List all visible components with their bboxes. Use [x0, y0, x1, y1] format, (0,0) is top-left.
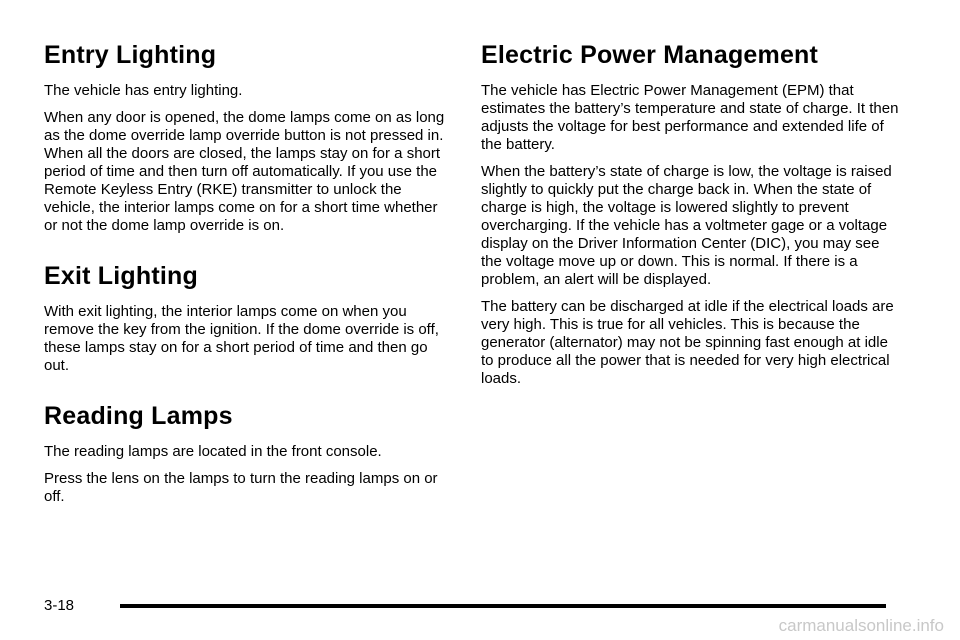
entry-lighting-paragraph-1: The vehicle has entry lighting. — [44, 82, 243, 99]
epm-paragraph-3: The battery can be discharged at idle if the electrical loads are very high. This is true for all vehicles. This is because the generator (alternator) may not be spinning fast enough at idle to produce all the power that is needed for very high electrical loads. — [481, 298, 894, 387]
reading-lamps-heading: Reading Lamps — [44, 402, 233, 430]
exit-lighting-heading: Exit Lighting — [44, 262, 198, 290]
electric-power-management-heading: Electric Power Management — [481, 41, 819, 69]
reading-lamps-paragraph-2: Press the lens on the lamps to turn the reading lamps on or off. — [44, 470, 438, 505]
right-column — [481, 40, 901, 414]
left-column — [44, 40, 454, 532]
epm-paragraph-1: The vehicle has Electric Power Management (EPM) that estimates the battery’s temperature and state of charge. It then adjusts the voltage for best performance and extended life of the battery. — [481, 82, 899, 153]
exit-lighting-section — [44, 261, 454, 375]
page-footer — [44, 596, 886, 616]
entry-lighting-paragraph-2: When any door is opened, the dome lamps come on as long as the dome override lamp override button is not pressed in. When all the doors are closed, the lamps stay on for a short period of time and then turn off automatically. If you use the Remote Keyless Entry (RKE) transmitter to unlock the vehicle, the interior lamps come on for a short time whether or not the dome lamp override is on. — [44, 109, 445, 234]
exit-lighting-paragraph-1: With exit lighting, the interior lamps come on when you remove the key from the ignition. If the dome override is off, these lamps stay on for a short period of time and then go out. — [44, 303, 439, 374]
reading-lamps-section — [44, 401, 454, 506]
entry-lighting-heading: Entry Lighting — [44, 41, 217, 69]
entry-lighting-section — [44, 40, 454, 235]
electric-power-management-section — [481, 40, 901, 388]
page-number: 3-18 — [44, 597, 75, 614]
epm-paragraph-2: When the battery’s state of charge is low, the voltage is raised slightly to quickly put the charge back in. When the state of charge is high, the voltage is lowered slightly to prevent overcharging. If the vehicle has a voltmeter gage or a voltage display on the Driver Information Center (DIC), you may see the voltage move up or down. This is normal. If there is a problem, an alert will be displayed. — [481, 163, 892, 288]
reading-lamps-paragraph-1: The reading lamps are located in the front console. — [44, 443, 382, 460]
footer-rule — [120, 604, 886, 608]
watermark-text: carmanualsonline.info — [778, 616, 944, 635]
